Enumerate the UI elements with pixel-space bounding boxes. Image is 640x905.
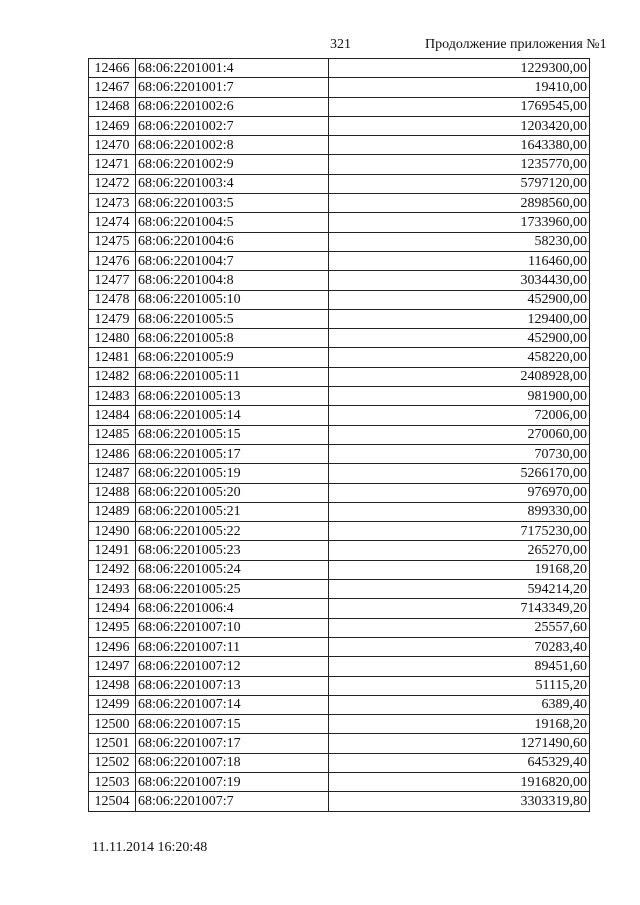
- table-row: [89, 174, 590, 193]
- table-row: [89, 772, 590, 791]
- row-number: 12478: [89, 290, 136, 309]
- cadastral-number: 68:06:2201007:14: [136, 695, 329, 714]
- cadastral-number: 68:06:2201007:19: [136, 772, 329, 791]
- cadastral-number: 68:06:2201002:6: [136, 97, 329, 116]
- cadastral-number: 68:06:2201007:13: [136, 676, 329, 695]
- cadastral-value: 452900,00: [329, 329, 590, 348]
- row-number: 12472: [89, 174, 136, 193]
- table-row: [89, 753, 590, 772]
- cadastral-number: 68:06:2201001:7: [136, 78, 329, 97]
- cadastral-number: 68:06:2201007:7: [136, 792, 329, 811]
- row-number: 12501: [89, 734, 136, 753]
- table-row: [89, 695, 590, 714]
- row-number: 12490: [89, 522, 136, 541]
- row-number: 12492: [89, 560, 136, 579]
- cadastral-value: 270060,00: [329, 425, 590, 444]
- cadastral-value: 19410,00: [329, 78, 590, 97]
- cadastral-value: 1235770,00: [329, 155, 590, 174]
- cadastral-number: 68:06:2201007:12: [136, 657, 329, 676]
- row-number: 12466: [89, 59, 136, 78]
- row-number: 12477: [89, 271, 136, 290]
- cadastral-value: 1769545,00: [329, 97, 590, 116]
- row-number: 12480: [89, 329, 136, 348]
- cadastral-value: 1643380,00: [329, 136, 590, 155]
- table-row: [89, 734, 590, 753]
- table-row: [89, 618, 590, 637]
- row-number: 12499: [89, 695, 136, 714]
- row-number: 12469: [89, 116, 136, 135]
- cadastral-value-table: [88, 58, 590, 812]
- row-number: 12493: [89, 580, 136, 599]
- cadastral-value: 458220,00: [329, 348, 590, 367]
- row-number: 12467: [89, 78, 136, 97]
- table-row: [89, 367, 590, 386]
- cadastral-number: 68:06:2201003:5: [136, 194, 329, 213]
- cadastral-number: 68:06:2201007:15: [136, 715, 329, 734]
- cadastral-number: 68:06:2201002:9: [136, 155, 329, 174]
- cadastral-number: 68:06:2201005:9: [136, 348, 329, 367]
- table-row: [89, 213, 590, 232]
- cadastral-value: 116460,00: [329, 251, 590, 270]
- cadastral-value: 1733960,00: [329, 213, 590, 232]
- row-number: 12491: [89, 541, 136, 560]
- cadastral-value: 19168,20: [329, 560, 590, 579]
- cadastral-value: 7175230,00: [329, 522, 590, 541]
- cadastral-number: 68:06:2201005:24: [136, 560, 329, 579]
- table-row: [89, 194, 590, 213]
- cadastral-number: 68:06:2201005:5: [136, 309, 329, 328]
- table-row: [89, 78, 590, 97]
- row-number: 12475: [89, 232, 136, 251]
- cadastral-value: 58230,00: [329, 232, 590, 251]
- cadastral-number: 68:06:2201002:7: [136, 116, 329, 135]
- table-body: [89, 59, 590, 812]
- cadastral-number: 68:06:2201005:13: [136, 387, 329, 406]
- page-number: 321: [330, 37, 351, 52]
- cadastral-value: 19168,20: [329, 715, 590, 734]
- row-number: 12489: [89, 502, 136, 521]
- cadastral-number: 68:06:2201005:15: [136, 425, 329, 444]
- table-row: [89, 792, 590, 811]
- table-row: [89, 136, 590, 155]
- table-row: [89, 599, 590, 618]
- table-row: [89, 309, 590, 328]
- row-number: 12496: [89, 637, 136, 656]
- table-row: [89, 387, 590, 406]
- table-row: [89, 676, 590, 695]
- row-number: 12468: [89, 97, 136, 116]
- row-number: 12495: [89, 618, 136, 637]
- cadastral-value: 72006,00: [329, 406, 590, 425]
- table-row: [89, 97, 590, 116]
- table-row: [89, 251, 590, 270]
- table-row: [89, 425, 590, 444]
- cadastral-value: 976970,00: [329, 483, 590, 502]
- cadastral-value: 7143349,20: [329, 599, 590, 618]
- table-row: [89, 271, 590, 290]
- row-number: 12504: [89, 792, 136, 811]
- table-row: [89, 290, 590, 309]
- row-number: 12500: [89, 715, 136, 734]
- cadastral-value: 2898560,00: [329, 194, 590, 213]
- row-number: 12479: [89, 309, 136, 328]
- cadastral-number: 68:06:2201001:4: [136, 59, 329, 78]
- table-row: [89, 348, 590, 367]
- row-number: 12485: [89, 425, 136, 444]
- cadastral-number: 68:06:2201003:4: [136, 174, 329, 193]
- table-row: [89, 541, 590, 560]
- row-number: 12470: [89, 136, 136, 155]
- appendix-note: Продолжение приложения №1: [425, 37, 607, 52]
- cadastral-number: 68:06:2201004:7: [136, 251, 329, 270]
- cadastral-number: 68:06:2201005:22: [136, 522, 329, 541]
- table-row: [89, 580, 590, 599]
- cadastral-value: 25557,60: [329, 618, 590, 637]
- cadastral-value: 2408928,00: [329, 367, 590, 386]
- table-row: [89, 116, 590, 135]
- print-timestamp: 11.11.2014 16:20:48: [92, 840, 208, 855]
- cadastral-number: 68:06:2201004:6: [136, 232, 329, 251]
- table-row: [89, 522, 590, 541]
- cadastral-number: 68:06:2201004:8: [136, 271, 329, 290]
- table-row: [89, 637, 590, 656]
- row-number: 12481: [89, 348, 136, 367]
- cadastral-number: 68:06:2201007:11: [136, 637, 329, 656]
- row-number: 12487: [89, 464, 136, 483]
- cadastral-value: 89451,60: [329, 657, 590, 676]
- table-row: [89, 715, 590, 734]
- cadastral-value: 981900,00: [329, 387, 590, 406]
- row-number: 12488: [89, 483, 136, 502]
- cadastral-number: 68:06:2201007:17: [136, 734, 329, 753]
- table-row: [89, 483, 590, 502]
- row-number: 12483: [89, 387, 136, 406]
- cadastral-value: 594214,20: [329, 580, 590, 599]
- table-row: [89, 444, 590, 463]
- cadastral-value: 1271490,60: [329, 734, 590, 753]
- cadastral-number: 68:06:2201005:17: [136, 444, 329, 463]
- row-number: 12502: [89, 753, 136, 772]
- cadastral-number: 68:06:2201005:11: [136, 367, 329, 386]
- cadastral-value: 265270,00: [329, 541, 590, 560]
- cadastral-value: 3303319,80: [329, 792, 590, 811]
- row-number: 12503: [89, 772, 136, 791]
- table-row: [89, 232, 590, 251]
- cadastral-value: 5797120,00: [329, 174, 590, 193]
- table-row: [89, 59, 590, 78]
- cadastral-number: 68:06:2201005:21: [136, 502, 329, 521]
- row-number: 12498: [89, 676, 136, 695]
- row-number: 12494: [89, 599, 136, 618]
- table-row: [89, 329, 590, 348]
- row-number: 12474: [89, 213, 136, 232]
- table-row: [89, 406, 590, 425]
- cadastral-number: 68:06:2201007:10: [136, 618, 329, 637]
- cadastral-number: 68:06:2201005:19: [136, 464, 329, 483]
- cadastral-value: 5266170,00: [329, 464, 590, 483]
- cadastral-number: 68:06:2201005:25: [136, 580, 329, 599]
- cadastral-number: 68:06:2201004:5: [136, 213, 329, 232]
- cadastral-value: 1229300,00: [329, 59, 590, 78]
- cadastral-value: 129400,00: [329, 309, 590, 328]
- row-number: 12497: [89, 657, 136, 676]
- row-number: 12486: [89, 444, 136, 463]
- table-row: [89, 155, 590, 174]
- cadastral-value: 645329,40: [329, 753, 590, 772]
- cadastral-number: 68:06:2201007:18: [136, 753, 329, 772]
- cadastral-value: 70730,00: [329, 444, 590, 463]
- table-row: [89, 502, 590, 521]
- row-number: 12484: [89, 406, 136, 425]
- row-number: 12482: [89, 367, 136, 386]
- cadastral-value: 51115,20: [329, 676, 590, 695]
- table-row: [89, 657, 590, 676]
- cadastral-number: 68:06:2201006:4: [136, 599, 329, 618]
- cadastral-value: 1916820,00: [329, 772, 590, 791]
- cadastral-number: 68:06:2201005:14: [136, 406, 329, 425]
- table-row: [89, 560, 590, 579]
- cadastral-value: 70283,40: [329, 637, 590, 656]
- cadastral-value: 452900,00: [329, 290, 590, 309]
- row-number: 12473: [89, 194, 136, 213]
- row-number: 12476: [89, 251, 136, 270]
- cadastral-value: 1203420,00: [329, 116, 590, 135]
- cadastral-number: 68:06:2201005:23: [136, 541, 329, 560]
- table-row: [89, 464, 590, 483]
- cadastral-value: 6389,40: [329, 695, 590, 714]
- cadastral-number: 68:06:2201002:8: [136, 136, 329, 155]
- row-number: 12471: [89, 155, 136, 174]
- cadastral-number: 68:06:2201005:10: [136, 290, 329, 309]
- cadastral-value: 899330,00: [329, 502, 590, 521]
- cadastral-value: 3034430,00: [329, 271, 590, 290]
- cadastral-number: 68:06:2201005:20: [136, 483, 329, 502]
- cadastral-number: 68:06:2201005:8: [136, 329, 329, 348]
